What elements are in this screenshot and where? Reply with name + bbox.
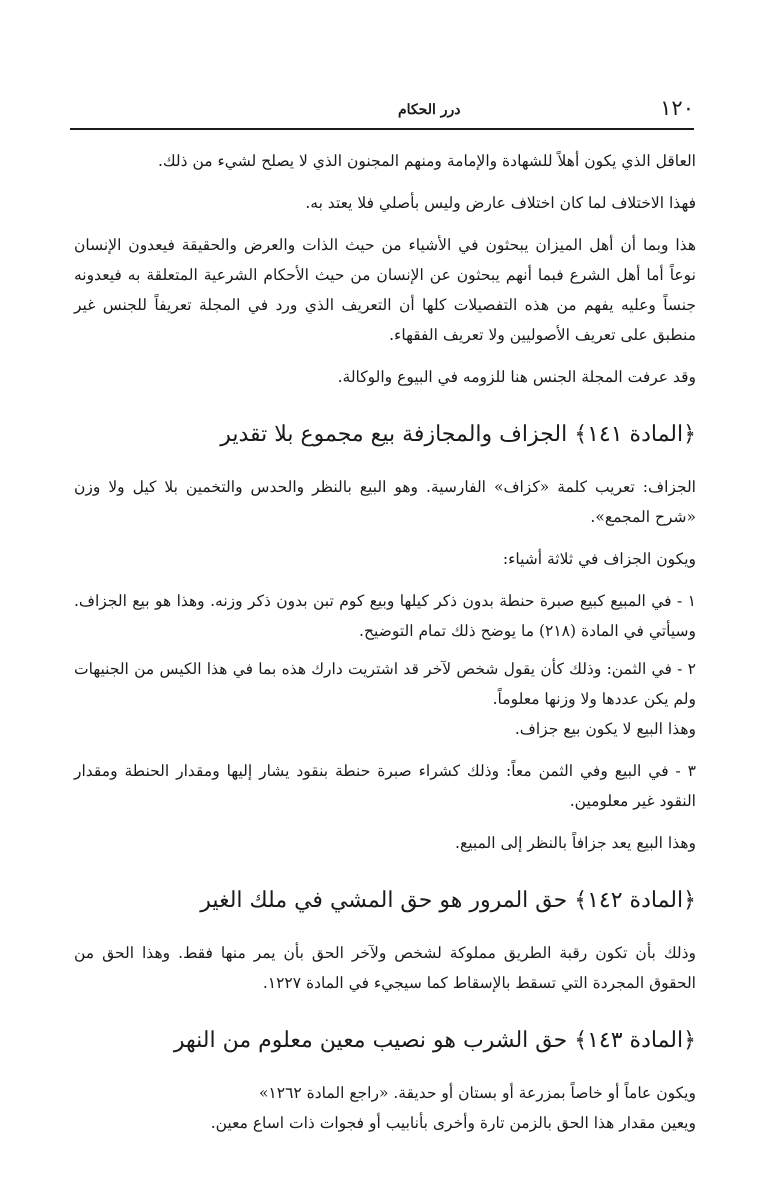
page-number: ١٢٠ <box>660 96 694 120</box>
article-143-heading: ﴿المادة ١٤٣﴾ حق الشرب هو نصيب معين معلوم من النهر <box>173 1028 696 1053</box>
list-item: ٣ - في البيع وفي الثمن معاً: وذلك كشراء صبرة حنطة بنقود يشار إليها ومقدار الحنطة ومقدار النقود غير معلومين. <box>74 762 696 810</box>
header-rule <box>70 128 694 130</box>
article-142-heading: ﴿المادة ١٤٢﴾ حق المرور هو حق المشي في ملك الغير <box>200 888 696 913</box>
paragraph: وقد عرفت المجلة الجنس هنا للزومه في البيوع والوكالة. <box>337 368 696 386</box>
article-141-intro: ويكون الجزاف في ثلاثة أشياء: <box>502 550 696 568</box>
article-141-heading: ﴿المادة ١٤١﴾ الجزاف والمجازفة بيع مجموع بلا تقدير <box>220 422 696 447</box>
page-body <box>74 146 696 1138</box>
paragraph: العاقل الذي يكون أهلاً للشهادة والإمامة ومنهم المجنون الذي لا يصلح لشيء من ذلك. <box>157 152 696 170</box>
list-item: ٢ - في الثمن: وذلك كأن يقول شخص لآخر قد اشتريت دارك هذه بما في هذا الكيس من الجنيهات ولم يكن عددها ولا وزنها معلوماً. <box>74 660 696 708</box>
paragraph: هذا وبما أن أهل الميزان يبحثون في الأشياء من حيث الذات والعرض والحقيقة فيعدون الإنسان نوعاً أما أهل الشرع فبما أنهم يبحثون عن الإنسان من حيث الأحكام الشرعية المتعلقة به فيعدونه جنساً وعليه يفهم من هذه التفصيلات كلها أن التعريف الذي ورد في المجلة تعريفاً للجنس غير منطبق على تعريف الأصوليين ولا تعريف الفقهاء. <box>74 236 696 344</box>
article-142-text: وذلك بأن تكون رقبة الطريق مملوكة لشخص ولآخر الحق بأن يمر منها فقط. وهذا الحق من الحقوق المجردة التي تسقط بالإسقاط كما سيجيء في المادة ١٢٢٧. <box>74 944 696 992</box>
page-header <box>70 96 694 126</box>
running-title: درر الحكام <box>398 102 461 118</box>
list-item: ١ - في المبيع كبيع صبرة حنطة بدون ذكر كيلها وبيع كوم تبن بدون ذكر وزنه. وهذا هو بيع الجزاف. وسيأتي في المادة (٢١٨) ما يوضح ذلك تمام التوضيح. <box>74 592 696 640</box>
list-item-note: وهذا البيع لا يكون بيع جزاف. <box>514 720 696 738</box>
list-item-note: وهذا البيع يعد جزافاً بالنظر إلى المبيع. <box>455 834 696 852</box>
article-143-text: ويكون عاماً أو خاصاً بمزرعة أو بستان أو حديقة. «راجع المادة ١٢٦٢» <box>258 1084 696 1102</box>
article-143-text: ويعين مقدار هذا الحق بالزمن تارة وأخرى بأنابيب أو فجوات ذات اساع معين. <box>210 1114 696 1132</box>
paragraph: فهذا الاختلاف لما كان اختلاف عارض وليس بأصلي فلا يعتد به. <box>305 194 696 212</box>
article-141-definition: الجزاف: تعريب كلمة «كزاف» الفارسية. وهو البيع بالنظر والحدس والتخمين بلا كيل ولا وزن «شرح المجمع». <box>74 478 696 526</box>
